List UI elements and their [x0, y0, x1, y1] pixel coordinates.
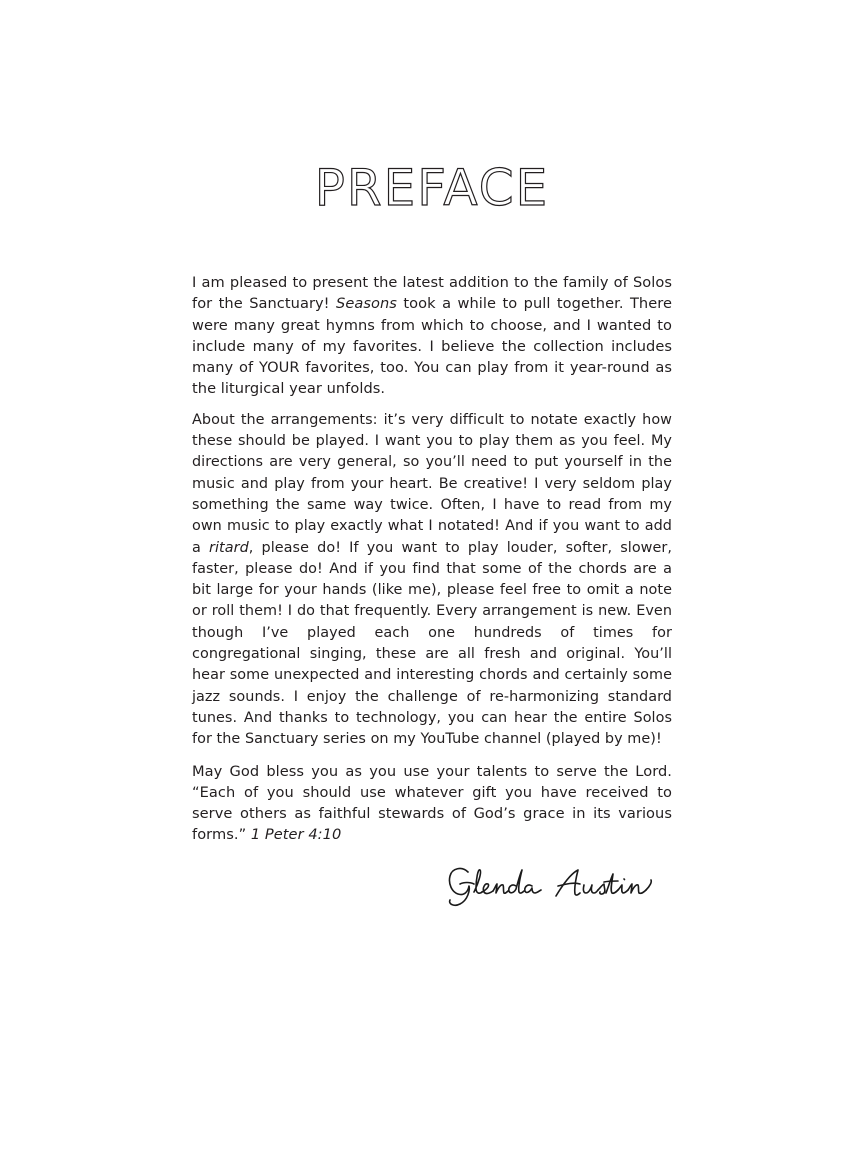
paragraph-blessing: May God bless you as you use your talents to serve the Lord. “Each of you should use whatever gift you have received to serve others as faithful stewards of God’s grace in its various forms.” 1 Peter 4:10 [192, 762, 672, 844]
page-title: PREFACE [314, 159, 550, 217]
author-signature [438, 862, 682, 908]
book-title: Seasons [336, 295, 397, 313]
scripture-reference: 1 Peter 4:10 [250, 826, 342, 844]
ritard-term: ritard [209, 539, 249, 556]
paragraph-arrangements: About the arrangements: it’s very difficult to notate exactly how these should be played. I want you to play them as you feel. My directions are very general, so you’ll need to put yourself in the music and play from your heart. Be creative! I very seldom play something the same way twice. Often, I have to read from my own music to play exactly what I notated! And if you want to add a ritard, please do! If you want to play louder, softer, slower, faster, please do! And if you find that some of the chords are a bit large for your hands (like me), please feel free to omit a note or roll them! I do that frequently. Every arrangement is new. Even though I’ve played each one hundreds of times for congregational singing, these are all fresh and original. You’ll hear some unexpected and interesting chords and certainly some jazz sounds. I enjoy the challenge of re-harmonizing standard tunes. And thanks to technology, you can hear the entire Solos for the Sanctuary series on my YouTube channel (played by me)! [192, 411, 672, 748]
signature-icon [438, 862, 682, 908]
paragraph-intro: I am pleased to present the latest addition to the family of Solos for the Sanctuary! Seasons took a while to pull together. There were many great hymns from which to choose, and I wanted to include many of my favorites. I believe the collection includes many of YOUR favorites, too. You can play from it year-round as the liturgical year unfolds. [192, 274, 672, 398]
preface-body [192, 272, 672, 856]
